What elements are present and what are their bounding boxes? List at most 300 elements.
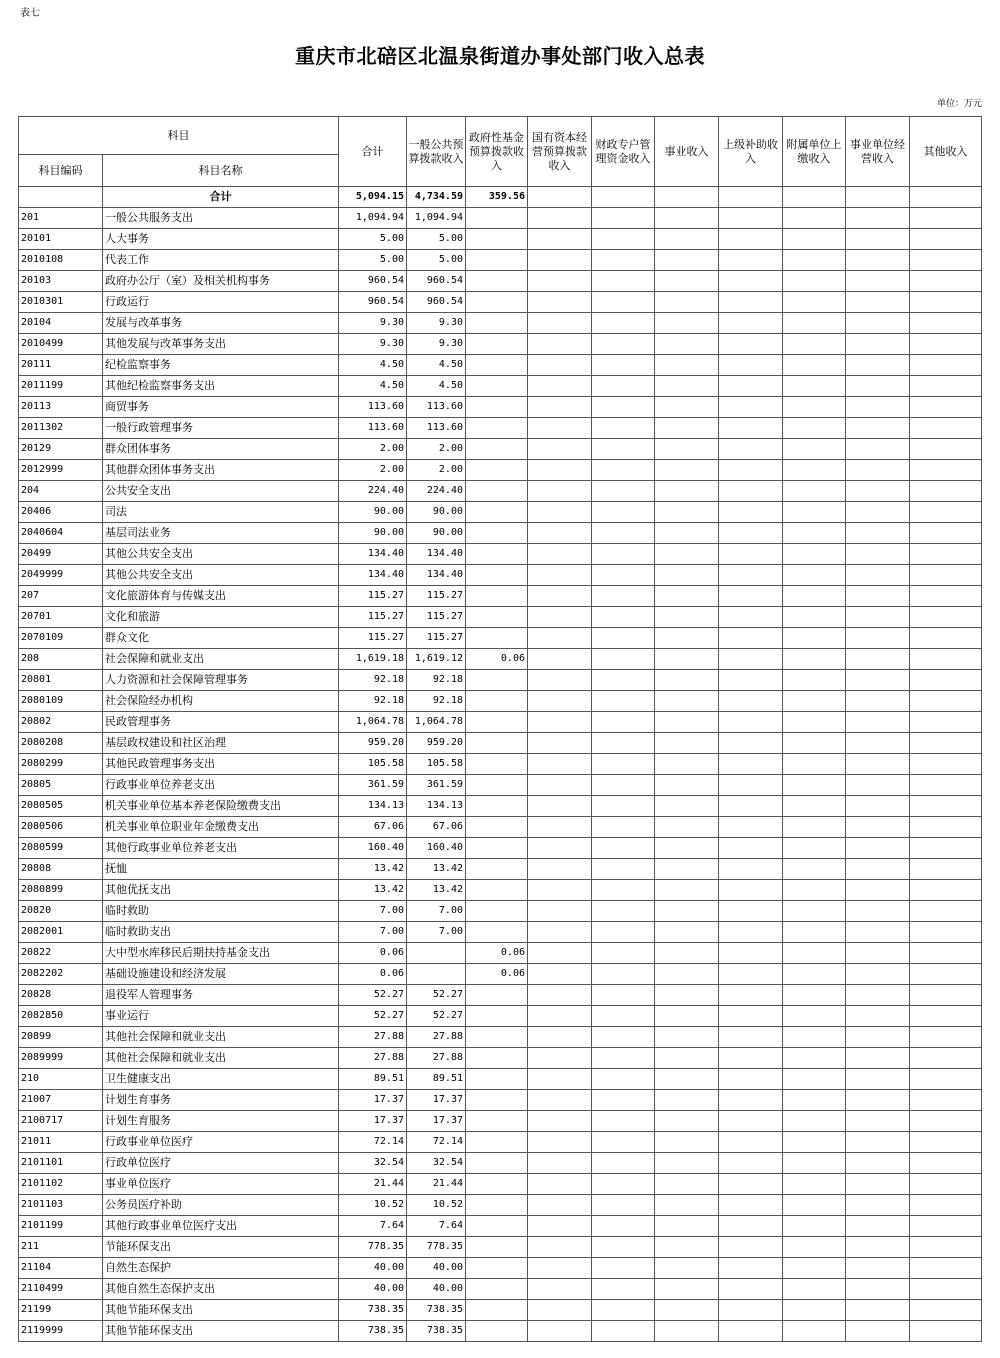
empty-cell xyxy=(528,418,592,439)
amount-general-budget: 67.06 xyxy=(407,817,466,838)
empty-cell xyxy=(719,418,783,439)
amount-total: 960.54 xyxy=(339,271,407,292)
empty-cell xyxy=(783,1006,846,1027)
empty-cell xyxy=(655,1195,719,1216)
subject-name: 一般行政管理事务 xyxy=(103,418,339,439)
empty-cell xyxy=(910,1174,982,1195)
subject-code: 2080899 xyxy=(19,880,103,901)
empty-cell xyxy=(910,355,982,376)
amount-total: 134.13 xyxy=(339,796,407,817)
empty-cell xyxy=(528,880,592,901)
empty-cell xyxy=(528,943,592,964)
subject-code: 20828 xyxy=(19,985,103,1006)
amount-total: 115.27 xyxy=(339,607,407,628)
empty-cell xyxy=(783,313,846,334)
empty-cell xyxy=(719,649,783,670)
amount-gov-fund xyxy=(466,1216,528,1237)
empty-cell xyxy=(592,649,655,670)
table-row xyxy=(19,250,982,271)
amount-total: 17.37 xyxy=(339,1111,407,1132)
amount-total: 0.06 xyxy=(339,943,407,964)
subject-name: 文化旅游体育与传媒支出 xyxy=(103,586,339,607)
empty-cell xyxy=(655,796,719,817)
amount-gov-fund xyxy=(466,1174,528,1195)
empty-cell xyxy=(528,250,592,271)
empty-cell xyxy=(655,1048,719,1069)
empty-cell xyxy=(846,208,910,229)
empty-cell xyxy=(655,1300,719,1321)
empty-cell xyxy=(910,376,982,397)
empty-cell xyxy=(592,1027,655,1048)
subject-code: 207 xyxy=(19,586,103,607)
subject-code: 2110499 xyxy=(19,1279,103,1300)
empty-cell xyxy=(655,1237,719,1258)
empty-cell xyxy=(783,502,846,523)
empty-cell xyxy=(528,796,592,817)
subject-name: 其他自然生态保护支出 xyxy=(103,1279,339,1300)
empty-cell xyxy=(719,481,783,502)
amount-total: 40.00 xyxy=(339,1279,407,1300)
empty-cell xyxy=(719,460,783,481)
amount-general-budget: 960.54 xyxy=(407,292,466,313)
empty-cell xyxy=(719,271,783,292)
empty-cell xyxy=(655,628,719,649)
empty-cell xyxy=(528,355,592,376)
amount-general-budget xyxy=(407,964,466,985)
amount-total: 960.54 xyxy=(339,292,407,313)
empty-cell xyxy=(528,1195,592,1216)
empty-cell xyxy=(528,712,592,733)
empty-cell xyxy=(719,1069,783,1090)
empty-cell xyxy=(655,1279,719,1300)
empty-cell xyxy=(655,355,719,376)
empty-cell xyxy=(846,628,910,649)
empty-cell xyxy=(846,1321,910,1342)
subject-name: 其他行政事业单位养老支出 xyxy=(103,838,339,859)
amount-gov-fund xyxy=(466,754,528,775)
empty-cell xyxy=(655,481,719,502)
table-row xyxy=(19,1132,982,1153)
empty-cell xyxy=(655,1006,719,1027)
empty-cell xyxy=(655,544,719,565)
amount-gov-fund xyxy=(466,523,528,544)
empty-cell xyxy=(592,1153,655,1174)
subject-code: 20103 xyxy=(19,271,103,292)
empty-cell xyxy=(592,838,655,859)
table-row xyxy=(19,334,982,355)
empty-cell xyxy=(846,397,910,418)
subject-code: 2012999 xyxy=(19,460,103,481)
subject-name: 人大事务 xyxy=(103,229,339,250)
empty-cell xyxy=(783,1153,846,1174)
empty-cell xyxy=(910,943,982,964)
empty-cell xyxy=(846,670,910,691)
amount-general-budget: 115.27 xyxy=(407,607,466,628)
subject-code: 204 xyxy=(19,481,103,502)
empty-cell xyxy=(655,670,719,691)
empty-cell xyxy=(910,565,982,586)
subject-name: 事业运行 xyxy=(103,1006,339,1027)
subject-code: 211 xyxy=(19,1237,103,1258)
amount-gov-fund xyxy=(466,1069,528,1090)
empty-cell xyxy=(655,208,719,229)
header-affiliated-income: 附属单位上缴收入 xyxy=(783,117,846,187)
amount-gov-fund xyxy=(466,544,528,565)
empty-cell xyxy=(655,502,719,523)
empty-cell xyxy=(910,544,982,565)
amount-gov-fund xyxy=(466,565,528,586)
subject-code: 20113 xyxy=(19,397,103,418)
amount-general-budget: 52.27 xyxy=(407,1006,466,1027)
subject-code: 21007 xyxy=(19,1090,103,1111)
empty-cell xyxy=(592,880,655,901)
subject-code: 2082001 xyxy=(19,922,103,943)
empty-cell xyxy=(528,292,592,313)
empty-cell xyxy=(783,859,846,880)
amount-gov-fund: 0.06 xyxy=(466,943,528,964)
subject-code: 2080505 xyxy=(19,796,103,817)
empty-cell xyxy=(655,250,719,271)
amount-general-budget: 2.00 xyxy=(407,460,466,481)
amount-total: 32.54 xyxy=(339,1153,407,1174)
total-label: 合计 xyxy=(103,187,339,208)
empty-cell xyxy=(846,1090,910,1111)
subject-code: 2010108 xyxy=(19,250,103,271)
empty-cell xyxy=(655,901,719,922)
empty-cell xyxy=(528,985,592,1006)
amount-total: 2.00 xyxy=(339,439,407,460)
empty-cell xyxy=(783,985,846,1006)
amount-gov-fund xyxy=(466,418,528,439)
amount-total: 778.35 xyxy=(339,1237,407,1258)
empty-cell xyxy=(528,1258,592,1279)
amount-general-budget: 160.40 xyxy=(407,838,466,859)
amount-total: 5.00 xyxy=(339,229,407,250)
amount-general-budget: 738.35 xyxy=(407,1300,466,1321)
empty-cell xyxy=(910,649,982,670)
subject-name: 其他社会保障和就业支出 xyxy=(103,1048,339,1069)
empty-cell xyxy=(719,586,783,607)
empty-cell xyxy=(592,376,655,397)
subject-code: 2010499 xyxy=(19,334,103,355)
empty-cell xyxy=(846,1237,910,1258)
header-other-income: 其他收入 xyxy=(910,117,982,187)
amount-total: 90.00 xyxy=(339,523,407,544)
amount-gov-fund xyxy=(466,859,528,880)
empty-cell xyxy=(592,397,655,418)
table-row xyxy=(19,397,982,418)
empty-cell xyxy=(719,964,783,985)
empty-cell xyxy=(719,1258,783,1279)
empty-cell xyxy=(719,691,783,712)
empty-cell xyxy=(592,208,655,229)
amount-gov-fund xyxy=(466,292,528,313)
table-row xyxy=(19,418,982,439)
amount-total: 738.35 xyxy=(339,1300,407,1321)
amount-gov-fund xyxy=(466,670,528,691)
amount-total: 72.14 xyxy=(339,1132,407,1153)
table-row xyxy=(19,670,982,691)
subject-name: 一般公共服务支出 xyxy=(103,208,339,229)
subject-name: 其他发展与改革事务支出 xyxy=(103,334,339,355)
empty-cell xyxy=(655,1174,719,1195)
empty-cell xyxy=(592,1132,655,1153)
subject-code: 2070109 xyxy=(19,628,103,649)
empty-cell xyxy=(655,859,719,880)
empty-cell xyxy=(910,859,982,880)
empty-cell xyxy=(719,859,783,880)
subject-code: 21104 xyxy=(19,1258,103,1279)
empty-cell xyxy=(846,1111,910,1132)
empty-cell xyxy=(655,817,719,838)
empty-cell xyxy=(846,544,910,565)
empty-cell xyxy=(719,1321,783,1342)
header-subject: 科目 xyxy=(19,117,339,155)
empty-cell xyxy=(655,712,719,733)
empty-cell xyxy=(719,313,783,334)
amount-gov-fund xyxy=(466,586,528,607)
empty-cell xyxy=(592,460,655,481)
subject-code: 210 xyxy=(19,1069,103,1090)
empty-cell xyxy=(846,271,910,292)
table-number-label: 表七 xyxy=(20,8,40,19)
subject-name: 群众团体事务 xyxy=(103,439,339,460)
amount-gov-fund xyxy=(466,397,528,418)
empty-cell xyxy=(592,1006,655,1027)
amount-total: 13.42 xyxy=(339,859,407,880)
amount-gov-fund xyxy=(466,1111,528,1132)
header-general-budget: 一般公共预算拨款收入 xyxy=(407,117,466,187)
empty-cell xyxy=(655,334,719,355)
subject-code: 20808 xyxy=(19,859,103,880)
table-row xyxy=(19,859,982,880)
empty-cell xyxy=(528,1237,592,1258)
subject-code: 21199 xyxy=(19,1300,103,1321)
empty-cell xyxy=(592,1090,655,1111)
empty-cell xyxy=(910,628,982,649)
empty-cell xyxy=(655,376,719,397)
empty-cell xyxy=(783,649,846,670)
empty-cell xyxy=(783,1216,846,1237)
subject-code: 2080109 xyxy=(19,691,103,712)
empty-cell xyxy=(528,733,592,754)
amount-total: 40.00 xyxy=(339,1258,407,1279)
empty-cell xyxy=(719,1153,783,1174)
empty-cell xyxy=(783,1111,846,1132)
amount-general-budget: 52.27 xyxy=(407,985,466,1006)
subject-code: 2049999 xyxy=(19,565,103,586)
amount-general-budget: 89.51 xyxy=(407,1069,466,1090)
amount-general-budget: 9.30 xyxy=(407,334,466,355)
empty-cell xyxy=(910,985,982,1006)
amount-gov-fund xyxy=(466,817,528,838)
empty-cell xyxy=(592,628,655,649)
empty-cell xyxy=(719,796,783,817)
empty-cell xyxy=(592,1300,655,1321)
table-row xyxy=(19,922,982,943)
empty-cell xyxy=(655,1027,719,1048)
empty-cell xyxy=(783,397,846,418)
empty-cell xyxy=(719,376,783,397)
empty-cell xyxy=(528,964,592,985)
empty-cell xyxy=(592,1195,655,1216)
empty-cell xyxy=(719,1111,783,1132)
amount-general-budget: 10.52 xyxy=(407,1195,466,1216)
empty-cell xyxy=(846,502,910,523)
empty-cell xyxy=(528,208,592,229)
empty-cell xyxy=(592,1216,655,1237)
table-row xyxy=(19,712,982,733)
empty-cell xyxy=(783,1300,846,1321)
amount-gov-fund xyxy=(466,1027,528,1048)
empty-cell xyxy=(655,313,719,334)
amount-gov-fund xyxy=(466,1006,528,1027)
empty-cell xyxy=(528,838,592,859)
empty-cell xyxy=(846,1174,910,1195)
empty-cell xyxy=(910,838,982,859)
amount-general-budget: 92.18 xyxy=(407,670,466,691)
amount-gov-fund xyxy=(466,355,528,376)
empty-cell xyxy=(528,523,592,544)
empty-cell xyxy=(846,1258,910,1279)
table-row xyxy=(19,964,982,985)
empty-cell xyxy=(719,670,783,691)
empty-cell xyxy=(783,712,846,733)
empty-cell xyxy=(910,313,982,334)
table-row xyxy=(19,775,982,796)
empty-cell xyxy=(910,1216,982,1237)
table-row xyxy=(19,460,982,481)
empty-cell xyxy=(783,943,846,964)
table-row xyxy=(19,208,982,229)
subject-name: 基层政权建设和社区治理 xyxy=(103,733,339,754)
empty-cell xyxy=(783,523,846,544)
empty-cell xyxy=(910,733,982,754)
amount-total: 113.60 xyxy=(339,397,407,418)
empty-cell xyxy=(719,1237,783,1258)
subject-name: 退役军人管理事务 xyxy=(103,985,339,1006)
subject-name: 计划生育服务 xyxy=(103,1111,339,1132)
table-row xyxy=(19,523,982,544)
amount-total: 5.00 xyxy=(339,250,407,271)
amount-total: 9.30 xyxy=(339,313,407,334)
subject-name: 商贸事务 xyxy=(103,397,339,418)
subject-name: 社会保险经办机构 xyxy=(103,691,339,712)
empty-cell xyxy=(655,397,719,418)
empty-cell xyxy=(783,1027,846,1048)
empty-cell xyxy=(783,1069,846,1090)
subject-code: 2082850 xyxy=(19,1006,103,1027)
empty-cell xyxy=(910,964,982,985)
empty-cell xyxy=(655,838,719,859)
table-row xyxy=(19,985,982,1006)
empty-cell xyxy=(655,229,719,250)
empty-cell xyxy=(592,670,655,691)
amount-gov-fund xyxy=(466,1048,528,1069)
amount-general-budget: 2.00 xyxy=(407,439,466,460)
subject-name: 节能环保支出 xyxy=(103,1237,339,1258)
amount-gov-fund xyxy=(466,1090,528,1111)
empty-cell xyxy=(910,1321,982,1342)
empty-cell xyxy=(528,481,592,502)
subject-name: 其他公共安全支出 xyxy=(103,565,339,586)
subject-name: 行政单位医疗 xyxy=(103,1153,339,1174)
empty-cell xyxy=(783,250,846,271)
amount-gov-fund xyxy=(466,1300,528,1321)
empty-cell xyxy=(783,1237,846,1258)
header-code: 科目编码 xyxy=(19,155,103,187)
empty-cell xyxy=(719,628,783,649)
amount-general-budget: 105.58 xyxy=(407,754,466,775)
empty-cell xyxy=(592,481,655,502)
empty-cell xyxy=(910,775,982,796)
empty-cell xyxy=(528,502,592,523)
empty-cell xyxy=(910,1111,982,1132)
subject-name: 公务员医疗补助 xyxy=(103,1195,339,1216)
empty-cell xyxy=(655,292,719,313)
empty-cell xyxy=(783,754,846,775)
empty-cell xyxy=(528,1216,592,1237)
empty-cell xyxy=(719,1090,783,1111)
header-gov-fund: 政府性基金预算拨款收入 xyxy=(466,117,528,187)
amount-total: 134.40 xyxy=(339,544,407,565)
subject-name: 基础设施建设和经济发展 xyxy=(103,964,339,985)
amount-general-budget: 224.40 xyxy=(407,481,466,502)
empty-cell xyxy=(592,1279,655,1300)
empty-cell xyxy=(655,271,719,292)
empty-cell xyxy=(528,1111,592,1132)
amount-total: 21.44 xyxy=(339,1174,407,1195)
table-row xyxy=(19,754,982,775)
empty-cell xyxy=(655,964,719,985)
empty-cell xyxy=(592,901,655,922)
amount-gov-fund xyxy=(466,901,528,922)
subject-code: 21011 xyxy=(19,1132,103,1153)
table-row xyxy=(19,1027,982,1048)
empty-cell xyxy=(719,292,783,313)
empty-cell xyxy=(528,1027,592,1048)
subject-name: 事业单位医疗 xyxy=(103,1174,339,1195)
empty-cell xyxy=(783,922,846,943)
subject-name: 群众文化 xyxy=(103,628,339,649)
subject-name: 其他节能环保支出 xyxy=(103,1300,339,1321)
subject-name: 行政事业单位养老支出 xyxy=(103,775,339,796)
empty-cell xyxy=(846,1153,910,1174)
empty-cell xyxy=(846,691,910,712)
empty-cell xyxy=(655,460,719,481)
table-row xyxy=(19,586,982,607)
amount-general-budget: 738.35 xyxy=(407,1321,466,1342)
subject-name: 司法 xyxy=(103,502,339,523)
empty-cell xyxy=(592,817,655,838)
header-name: 科目名称 xyxy=(103,155,339,187)
amount-general-budget: 17.37 xyxy=(407,1090,466,1111)
empty-cell xyxy=(655,691,719,712)
amount-general-budget: 134.40 xyxy=(407,544,466,565)
empty-cell xyxy=(719,754,783,775)
table-row xyxy=(19,1300,982,1321)
empty-cell xyxy=(528,439,592,460)
amount-gov-fund xyxy=(466,250,528,271)
table-row xyxy=(19,691,982,712)
header-total: 合计 xyxy=(339,117,407,187)
subject-code: 20111 xyxy=(19,355,103,376)
empty-cell xyxy=(528,1174,592,1195)
empty-cell xyxy=(655,1069,719,1090)
empty-cell xyxy=(528,544,592,565)
empty-cell xyxy=(719,397,783,418)
empty-cell xyxy=(528,229,592,250)
